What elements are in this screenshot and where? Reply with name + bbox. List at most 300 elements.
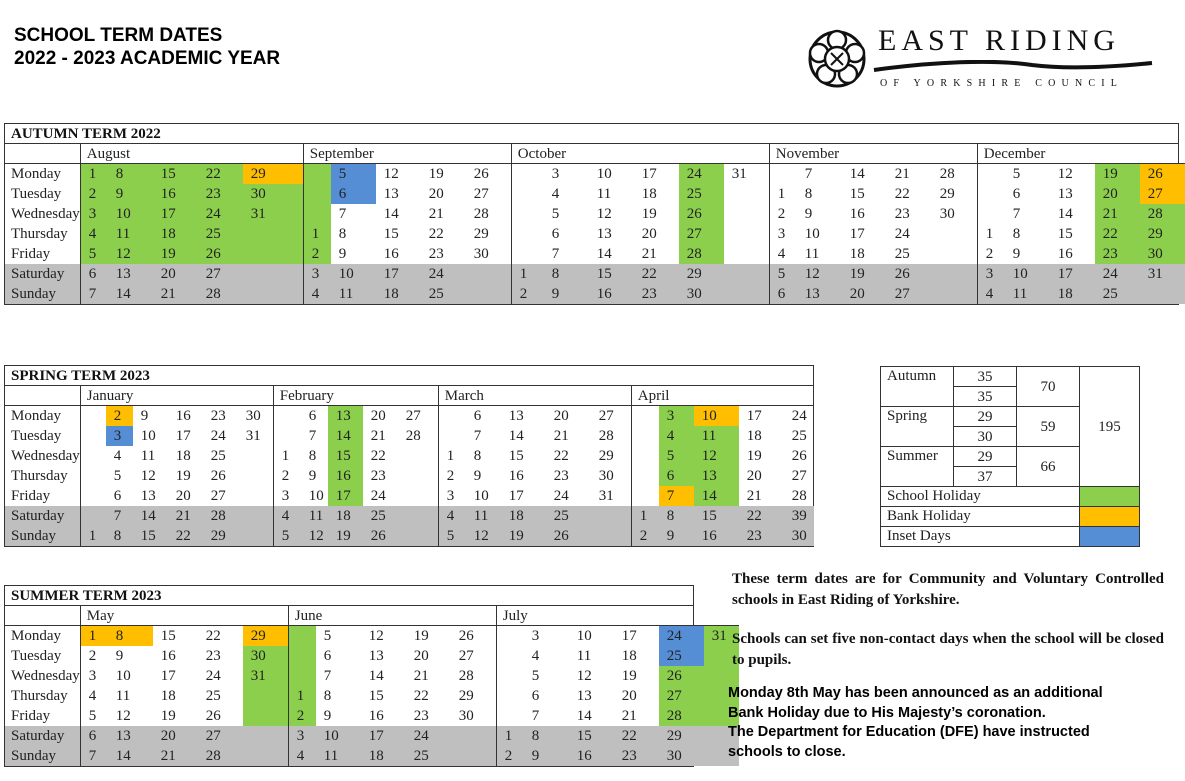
month-name: January — [81, 386, 273, 406]
calendar-day: 8 — [308, 448, 317, 464]
calendar-day: 25 — [205, 688, 221, 704]
calendar-day: 18 — [1050, 284, 1095, 304]
calendar-day: 4 — [659, 426, 694, 446]
calendar-day: 27 — [679, 224, 724, 244]
calendar-day: 11 — [316, 746, 361, 766]
calendar-day — [497, 666, 524, 686]
calendar-day: 24 — [406, 726, 451, 746]
calendar-day — [451, 726, 496, 746]
calendar-day — [243, 706, 288, 726]
calendar-day: 23 — [428, 246, 444, 262]
calendar-day: 10 — [331, 264, 376, 284]
weekday-label: Sunday — [5, 526, 80, 546]
calendar-day: 25 — [198, 224, 243, 244]
calendar-day: 30 — [473, 246, 489, 262]
calendar-day: 26 — [458, 628, 474, 644]
calendar-day: 3 — [81, 204, 108, 224]
weekday-label: Saturday — [5, 264, 80, 284]
calendar-day: 6 — [113, 488, 122, 504]
calendar-day: 6 — [81, 726, 108, 746]
calendar-day — [243, 726, 288, 746]
calendar-day: 14 — [383, 206, 399, 222]
weekday-label: Wednesday — [11, 448, 80, 464]
calendar-day: 16 — [694, 526, 739, 546]
calendar-day — [238, 526, 273, 546]
calendar-day: 17 — [153, 204, 198, 224]
month-june — [289, 606, 497, 766]
legend-school-holiday-label: School Holiday — [881, 487, 1080, 507]
calendar-day: 16 — [508, 468, 524, 484]
weekday-label: Sunday — [5, 284, 80, 304]
calendar-day: 13 — [1057, 186, 1073, 202]
calendar-day: 12 — [301, 526, 328, 546]
calendar-day: 23 — [1095, 244, 1140, 264]
calendar-day: 1 — [446, 448, 455, 464]
calendar-day: 6 — [531, 688, 540, 704]
calendar-day: 28 — [679, 244, 724, 264]
calendar-day — [497, 706, 524, 726]
summary-term-total: 59 — [1017, 407, 1080, 447]
calendar-day: 7 — [106, 506, 133, 526]
council-logo — [806, 26, 1156, 96]
calendar-day — [398, 526, 438, 546]
calendar-day: 12 — [140, 468, 156, 484]
calendar-day: 18 — [328, 506, 363, 526]
calendar-day — [398, 466, 438, 486]
calendar-day: 4 — [88, 688, 97, 704]
calendar-day: 2 — [985, 246, 994, 262]
calendar-day: 9 — [338, 246, 347, 262]
calendar-day: 7 — [551, 246, 560, 262]
calendar-day: 28 — [203, 506, 238, 526]
calendar-day: 2 — [106, 406, 133, 426]
calendar-day: 6 — [323, 648, 332, 664]
calendar-day — [497, 686, 524, 706]
calendar-day: 11 — [1005, 284, 1050, 304]
calendar-day — [497, 626, 524, 646]
calendar-day: 15 — [133, 526, 168, 546]
calendar-day: 26 — [679, 204, 724, 224]
calendar-day: 2 — [304, 244, 331, 264]
calendar-day: 10 — [576, 628, 592, 644]
calendar-day: 31 — [598, 488, 614, 504]
calendar-day: 31 — [245, 428, 261, 444]
calendar-day: 20 — [746, 468, 762, 484]
calendar-day: 31 — [731, 166, 747, 182]
month-february — [274, 386, 439, 546]
calendar-day: 16 — [1057, 246, 1073, 262]
calendar-day — [724, 184, 769, 204]
legend-inset-days-label: Inset Days — [881, 527, 1080, 547]
note-non-contact-days: Schools can set five non-contact days when the school will be closed to pupils. — [732, 631, 1164, 668]
calendar-day: 26 — [198, 244, 243, 264]
calendar-day: 14 — [596, 246, 612, 262]
calendar-day: 5 — [88, 708, 97, 724]
calendar-day: 27 — [405, 408, 421, 424]
weekday-label: Wednesday — [11, 206, 80, 222]
calendar-day: 6 — [770, 284, 797, 304]
calendar-day: 9 — [1012, 246, 1021, 262]
calendar-day: 18 — [849, 246, 865, 262]
weekday-label: Monday — [11, 628, 61, 644]
calendar-day — [632, 446, 659, 466]
calendar-day — [591, 506, 631, 526]
calendar-day: 6 — [473, 408, 482, 424]
calendar-day: 8 — [804, 186, 813, 202]
calendar-day: 24 — [1095, 264, 1140, 284]
calendar-day: 20 — [153, 264, 198, 284]
calendar-day — [398, 506, 438, 526]
weekday-label: Tuesday — [11, 648, 62, 664]
calendar-day: 12 — [466, 526, 501, 546]
calendar-day: 19 — [842, 264, 887, 284]
calendar-day: 23 — [614, 746, 659, 766]
calendar-day: 9 — [308, 468, 317, 484]
calendar-day: 9 — [140, 408, 149, 424]
calendar-day — [466, 284, 511, 304]
calendar-day: 14 — [108, 746, 153, 766]
calendar-day: 4 — [81, 224, 108, 244]
calendar-day — [238, 446, 273, 466]
calendar-day: 11 — [140, 448, 156, 464]
calendar-day: 25 — [546, 506, 591, 526]
calendar-day: 18 — [175, 448, 191, 464]
title-line-1: SCHOOL TERM DATES — [14, 25, 223, 46]
calendar-day: 22 — [198, 164, 243, 184]
calendar-day: 18 — [361, 746, 406, 766]
calendar-day: 4 — [777, 246, 786, 262]
calendar-day: 22 — [168, 526, 203, 546]
calendar-day: 24 — [894, 226, 910, 242]
calendar-day: 1 — [81, 164, 108, 184]
calendar-day: 12 — [383, 166, 399, 182]
calendar-day — [398, 486, 438, 506]
calendar-day: 29 — [473, 226, 489, 242]
calendar-day: 24 — [421, 264, 466, 284]
month-name: May — [81, 606, 288, 626]
calendar-day: 13 — [108, 726, 153, 746]
calendar-day: 5 — [770, 264, 797, 284]
calendar-day: 3 — [281, 488, 290, 504]
calendar-day: 1 — [304, 224, 331, 244]
calendar-day — [274, 426, 301, 446]
weekday-label: Thursday — [11, 688, 68, 704]
calendar-day: 7 — [659, 486, 694, 506]
calendar-day: 27 — [473, 186, 489, 202]
month-name: March — [439, 386, 631, 406]
calendar-day: 8 — [544, 264, 589, 284]
calendar-day: 14 — [694, 486, 739, 506]
summary-half-days: 35 — [954, 387, 1017, 407]
calendar-day: 2 — [281, 468, 290, 484]
calendar-day: 12 — [115, 708, 131, 724]
calendar-day: 13 — [508, 408, 524, 424]
calendar-day: 5 — [531, 668, 540, 684]
calendar-day: 2 — [446, 468, 455, 484]
calendar-day: 26 — [1140, 164, 1185, 184]
calendar-day: 14 — [849, 166, 865, 182]
calendar-day: 8 — [338, 226, 347, 242]
calendar-day: 9 — [544, 284, 589, 304]
calendar-day: 29 — [1140, 224, 1185, 244]
weekday-label: Monday — [11, 166, 61, 182]
calendar-day — [289, 666, 316, 686]
calendar-day: 26 — [887, 264, 932, 284]
calendar-day: 21 — [168, 506, 203, 526]
calendar-day: 17 — [508, 488, 524, 504]
calendar-day — [274, 406, 301, 426]
calendar-day: 2 — [81, 184, 108, 204]
calendar-day: 25 — [421, 284, 466, 304]
calendar-day: 27 — [198, 726, 243, 746]
month-september — [304, 144, 512, 304]
calendar-day: 17 — [328, 486, 363, 506]
weekday-labels — [5, 144, 81, 304]
calendar-day: 23 — [210, 408, 226, 424]
autumn-term-table — [4, 123, 1179, 305]
calendar-day: 23 — [894, 206, 910, 222]
calendar-day: 16 — [849, 206, 865, 222]
calendar-day: 22 — [894, 186, 910, 202]
legend-school-holiday-swatch — [1080, 487, 1140, 507]
calendar-day — [238, 466, 273, 486]
calendar-day: 11 — [301, 506, 328, 526]
calendar-day: 5 — [439, 526, 466, 546]
calendar-day: 18 — [153, 224, 198, 244]
calendar-day: 23 — [553, 468, 569, 484]
month-name: September — [304, 144, 511, 164]
calendar-day: 18 — [621, 648, 637, 664]
weekday-label: Friday — [11, 488, 51, 504]
calendar-day: 21 — [1095, 204, 1140, 224]
calendar-day: 11 — [804, 246, 820, 262]
calendar-day: 24 — [370, 488, 386, 504]
calendar-day: 1 — [81, 526, 106, 546]
calendar-day: 12 — [694, 446, 739, 466]
calendar-day: 28 — [598, 428, 614, 444]
calendar-day: 15 — [160, 628, 176, 644]
calendar-day: 8 — [108, 164, 153, 184]
weekday-label: Tuesday — [11, 186, 62, 202]
summer-term-table — [4, 585, 727, 767]
calendar-day — [932, 244, 977, 264]
calendar-day: 18 — [746, 428, 762, 444]
calendar-day: 27 — [210, 488, 226, 504]
calendar-day — [398, 446, 438, 466]
calendar-day: 12 — [108, 244, 153, 264]
calendar-day: 21 — [370, 428, 386, 444]
calendar-day — [932, 224, 977, 244]
month-name: July — [497, 606, 739, 626]
calendar-day — [512, 184, 544, 204]
weekday-label: Monday — [11, 408, 61, 424]
calendar-day: 31 — [704, 626, 739, 646]
calendar-day: 24 — [210, 428, 226, 444]
calendar-day: 19 — [641, 206, 657, 222]
yorkshire-rose-icon — [806, 28, 868, 90]
calendar-day — [632, 466, 659, 486]
calendar-day: 13 — [140, 488, 156, 504]
calendar-day: 19 — [1095, 164, 1140, 184]
calendar-day: 14 — [108, 284, 153, 304]
calendar-day: 22 — [413, 688, 429, 704]
calendar-day: 19 — [428, 166, 444, 182]
calendar-day: 13 — [108, 264, 153, 284]
calendar-day: 21 — [894, 166, 910, 182]
calendar-day: 16 — [569, 746, 614, 766]
calendar-day — [289, 646, 316, 666]
calendar-day: 22 — [553, 448, 569, 464]
calendar-day: 29 — [598, 448, 614, 464]
calendar-day: 31 — [243, 204, 303, 224]
calendar-day: 30 — [1140, 244, 1185, 264]
calendar-day: 10 — [1005, 264, 1050, 284]
summary-half-days: 35 — [954, 367, 1017, 387]
calendar-day: 12 — [576, 668, 592, 684]
calendar-day: 6 — [81, 264, 108, 284]
calendar-day — [238, 506, 273, 526]
weekday-label: Saturday — [5, 726, 80, 746]
calendar-day: 28 — [405, 428, 421, 444]
calendar-day: 17 — [621, 628, 637, 644]
calendar-day: 3 — [777, 226, 786, 242]
calendar-day: 6 — [551, 226, 560, 242]
calendar-day: 30 — [243, 646, 288, 666]
month-july — [497, 606, 739, 766]
calendar-day: 7 — [473, 428, 482, 444]
calendar-day: 15 — [1057, 226, 1073, 242]
weekday-label: Tuesday — [11, 428, 62, 444]
calendar-day: 4 — [439, 506, 466, 526]
calendar-day: 7 — [81, 746, 108, 766]
calendar-day: 10 — [108, 204, 153, 224]
calendar-day: 30 — [458, 708, 474, 724]
calendar-day: 3 — [304, 264, 331, 284]
calendar-day: 30 — [939, 206, 955, 222]
calendar-day: 5 — [331, 164, 376, 184]
calendar-day: 13 — [576, 688, 592, 704]
calendar-day — [724, 224, 769, 244]
calendar-day — [243, 284, 303, 304]
calendar-day: 20 — [1095, 184, 1140, 204]
calendar-day — [978, 204, 1005, 224]
calendar-day: 9 — [804, 206, 813, 222]
calendar-day: 22 — [428, 226, 444, 242]
calendar-day: 11 — [694, 426, 739, 446]
calendar-day: 19 — [621, 668, 637, 684]
term-title: AUTUMN TERM 2022 — [5, 124, 1178, 144]
calendar-day: 18 — [160, 688, 176, 704]
calendar-day: 8 — [1012, 226, 1021, 242]
calendar-day: 23 — [739, 526, 784, 546]
summary-half-days: 29 — [954, 407, 1017, 427]
note-line: Bank Holiday due to His Majesty’s coronation. — [728, 704, 1046, 721]
calendar-day: 2 — [497, 746, 524, 766]
calendar-day: 14 — [133, 506, 168, 526]
term-title: SPRING TERM 2023 — [5, 366, 813, 386]
calendar-day: 28 — [198, 746, 243, 766]
calendar-day: 3 — [88, 668, 97, 684]
calendar-day: 24 — [198, 204, 243, 224]
calendar-day: 7 — [308, 428, 317, 444]
month-december — [978, 144, 1185, 304]
calendar-day: 10 — [694, 406, 739, 426]
calendar-day: 6 — [1012, 186, 1021, 202]
calendar-day: 26 — [659, 666, 704, 686]
calendar-day — [978, 184, 1005, 204]
calendar-day: 2 — [88, 648, 97, 664]
calendar-day — [439, 426, 466, 446]
calendar-day: 4 — [551, 186, 560, 202]
calendar-day: 12 — [368, 628, 384, 644]
calendar-day: 13 — [383, 186, 399, 202]
calendar-day: 10 — [473, 488, 489, 504]
calendar-day: 1 — [985, 226, 994, 242]
calendar-day: 29 — [939, 186, 955, 202]
note-line: The Department for Education (DFE) have instructed — [728, 724, 1090, 740]
calendar-day: 21 — [428, 206, 444, 222]
calendar-day — [81, 466, 106, 486]
calendar-day: 15 — [383, 226, 399, 242]
calendar-day — [81, 486, 106, 506]
calendar-day: 11 — [331, 284, 376, 304]
calendar-day: 14 — [368, 668, 384, 684]
calendar-day: 7 — [338, 206, 347, 222]
calendar-day: 19 — [153, 244, 198, 264]
calendar-day: 1 — [289, 686, 316, 706]
calendar-day: 13 — [596, 226, 612, 242]
calendar-day: 29 — [659, 726, 704, 746]
calendar-day: 17 — [160, 668, 176, 684]
calendar-day — [632, 426, 659, 446]
weekday-labels — [5, 386, 81, 546]
calendar-day: 3 — [659, 406, 694, 426]
calendar-day — [289, 626, 316, 646]
calendar-day: 20 — [842, 284, 887, 304]
calendar-day: 19 — [175, 468, 191, 484]
calendar-day: 26 — [205, 708, 221, 724]
calendar-day: 2 — [632, 526, 659, 546]
weekday-label: Saturday — [5, 506, 80, 526]
calendar-day: 9 — [323, 708, 332, 724]
calendar-day — [1140, 284, 1185, 304]
summary-grand-total: 195 — [1080, 367, 1140, 487]
summary-half-days: 29 — [954, 447, 1017, 467]
calendar-day: 5 — [81, 244, 108, 264]
calendar-day: 21 — [641, 246, 657, 262]
calendar-day: 3 — [446, 488, 455, 504]
calendar-day: 1 — [777, 186, 786, 202]
logo-swoosh — [872, 60, 1154, 74]
month-name: June — [289, 606, 496, 626]
calendar-day: 29 — [679, 264, 724, 284]
calendar-day: 21 — [621, 708, 637, 724]
term-summary-table — [880, 366, 1140, 547]
calendar-day: 21 — [153, 746, 198, 766]
calendar-day: 21 — [153, 284, 198, 304]
calendar-day: 5 — [323, 628, 332, 644]
calendar-day: 25 — [363, 506, 398, 526]
calendar-day: 28 — [458, 668, 474, 684]
calendar-day: 26 — [546, 526, 591, 546]
calendar-day: 21 — [746, 488, 762, 504]
calendar-day: 31 — [243, 666, 288, 686]
calendar-day — [81, 426, 106, 446]
calendar-day: 15 — [589, 264, 634, 284]
calendar-day: 20 — [175, 488, 191, 504]
weekday-label: Thursday — [11, 468, 68, 484]
calendar-day — [591, 526, 631, 546]
